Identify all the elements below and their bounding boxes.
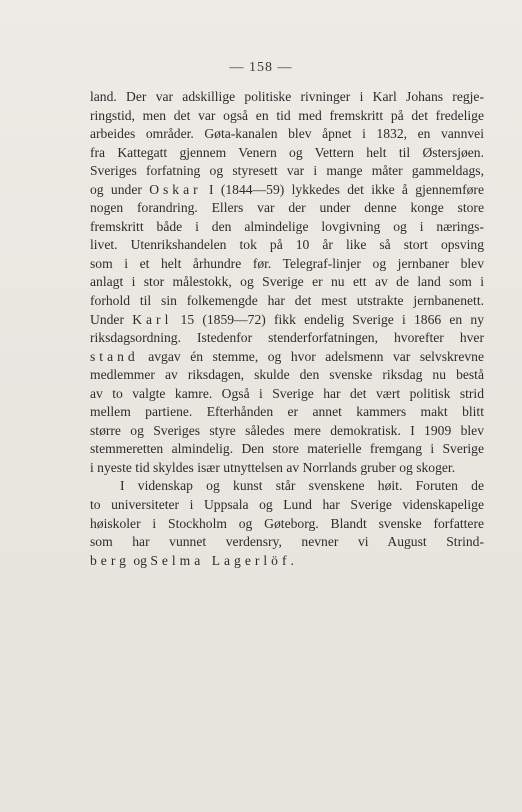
text-fragment: avgav én stemme, og hvor adelsmenn var selvskrevne — [138, 348, 484, 364]
text-line: av to valgte kamre. Også i Sverige har det vært politisk strid — [90, 385, 484, 401]
text-line: medlemmer av riksdagen, skulde den svenske riksdag nu bestå — [90, 367, 484, 383]
text-line: ringstid, men det var også en tid med fremskritt på det fredelige — [90, 107, 484, 123]
text-line: som i et helt århundre før. Telegraf-linjer og jernbaner blev — [90, 255, 484, 271]
text-fragment: . — [290, 552, 294, 568]
text-line: land. Der var adskillige politiske rivninger i Karl Johans regje- — [90, 89, 484, 104]
text-fragment: Under — [90, 311, 133, 327]
text-line: fra Kattegatt gjennem Venern og Vettern helt til Østersjøen. — [90, 144, 484, 160]
spaced-name-berg: berg — [90, 552, 130, 568]
text-line: Sveriges forfatning og styresett var i mange måter gammeldags, — [90, 163, 484, 179]
spaced-name-selma-lagerlof: Selma Lagerlöf — [150, 552, 291, 568]
body-text — [90, 88, 484, 570]
text-line — [90, 348, 484, 367]
spaced-name-karl: Karl — [132, 311, 173, 327]
text-line: stemmeretten almindelig. Den store materielle fremgang i Sverige — [90, 441, 484, 457]
text-line: mellem partiene. Efterhånden er annet kammers makt blitt — [90, 404, 484, 420]
text-line: riksdagsordning. Istedenfor stenderforfatningen, hvorefter hver — [90, 330, 484, 346]
text-line: som har vunnet verdensry, nevner vi August Strind- — [90, 534, 484, 550]
text-line: større og Sveriges styre således mere demokratisk. I 1909 blev — [90, 422, 484, 438]
text-line: to universiteter i Uppsala og Lund har Sverige videnskapelige — [90, 497, 484, 513]
spaced-word-stand: stand — [90, 348, 139, 364]
text-fragment: og — [129, 552, 151, 568]
text-line: arbeides områder. Gøta-kanalen blev åpnet i 1832, en vannvei — [90, 126, 484, 142]
spaced-name-oskar: Oskar — [149, 181, 202, 197]
text-line: fremskritt både i den almindelige lovgivning og i nærings- — [90, 218, 484, 234]
text-line: I videnskap og kunst står svenskene høit. Foruten de — [120, 478, 484, 494]
page-number: — 158 — — [229, 60, 293, 75]
text-line: anlagt i stor målestokk, og Sverige er nu ett av de land som i — [90, 274, 484, 290]
text-fragment: og under — [90, 181, 150, 197]
text-line: i nyeste tid skyldes især utnyttelsen av Norrlands gruber og skoger. — [90, 459, 456, 475]
text-line: høiskoler i Stockholm og Gøteborg. Blandt svenske forfattere — [90, 515, 484, 531]
text-line: nogen forandring. Ellers var der under denne konge store — [90, 200, 484, 216]
text-line: livet. Utenrikshandelen tok på 10 år like så stort opsving — [90, 237, 484, 253]
text-line — [90, 181, 484, 200]
text-fragment: 15 (1859—72) fikk endelig Sverige i 1866 en ny — [172, 311, 485, 327]
text-line: forhold til sin folkemengde har det mest utstrakte jernbanenett. — [90, 293, 484, 309]
text-line — [90, 311, 484, 330]
text-fragment: I (1844—59) lykkedes det ikke å gjennemføre — [201, 181, 484, 197]
text-line — [90, 552, 484, 571]
